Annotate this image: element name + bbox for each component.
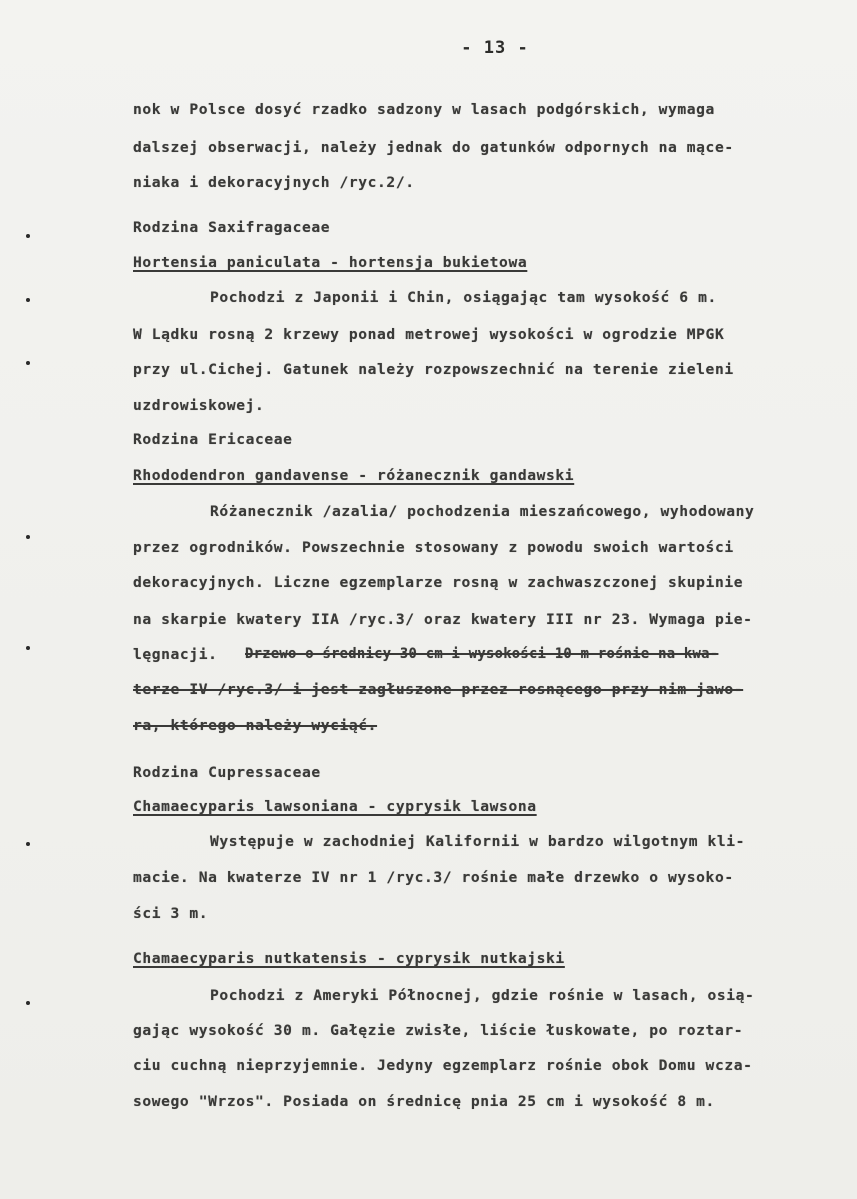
text-line: nok w Polsce dosyć rzadko sadzony w lasach podgórskich, wymaga (133, 101, 715, 118)
family-heading: Rodzina Cupressaceae (133, 764, 321, 781)
text-line: Pochodzi z Ameryki Północnej, gdzie rośnie w lasach, osią- (210, 987, 755, 1004)
family-heading: Rodzina Ericaceae (133, 431, 293, 448)
text-line: sowego "Wrzos". Posiada on średnicę pnia 25 cm i wysokość 8 m. (133, 1093, 715, 1110)
margin-mark (26, 298, 30, 302)
margin-mark (26, 1001, 30, 1005)
margin-mark (26, 535, 30, 539)
species-heading: Chamaecyparis lawsoniana - cyprysik lawsona (133, 798, 537, 815)
struck-text-line: Drzewo o średnicy 30 cm i wysokości 10 m rośnie na kwa- (245, 646, 719, 662)
margin-mark (26, 361, 30, 365)
text-line: przy ul.Cichej. Gatunek należy rozpowszechnić na terenie zieleni (133, 361, 734, 378)
text-line: ciu cuchną nieprzyjemnie. Jedyny egzemplarz rośnie obok Domu wcza- (133, 1057, 753, 1074)
text-line: dalszej obserwacji, należy jednak do gatunków odpornych na mące- (133, 139, 734, 156)
text-line: W Lądku rosną 2 krzewy ponad metrowej wysokości w ogrodzie MPGK (133, 326, 725, 343)
species-heading: Hortensia paniculata - hortensja bukietowa (133, 254, 528, 271)
species-heading: Rhododendron gandavense - różanecznik gandawski (133, 467, 575, 484)
margin-mark (26, 234, 30, 238)
struck-text-line: ra, którego należy wyciąć. (133, 717, 378, 734)
species-heading: Chamaecyparis nutkatensis - cyprysik nutkajski (133, 950, 565, 967)
margin-mark (26, 842, 30, 846)
page-number: - 13 - (461, 38, 529, 58)
text-line: Różanecznik /azalia/ pochodzenia mieszańcowego, wyhodowany (210, 503, 755, 520)
text-line: ści 3 m. (133, 905, 209, 922)
text-line: gając wysokość 30 m. Gałęzie zwisłe, liście łuskowate, po roztar- (133, 1022, 744, 1039)
struck-text-line: terze IV /ryc.3/ i jest zagłuszone przez rosnącego przy nim jawo- (133, 681, 744, 698)
text-line: niaka i dekoracyjnych /ryc.2/. (133, 174, 415, 191)
text-line: Pochodzi z Japonii i Chin, osiągając tam wysokość 6 m. (210, 289, 717, 306)
text-line: lęgnacji. (133, 646, 218, 663)
text-line: przez ogrodników. Powszechnie stosowany z powodu swoich wartości (133, 539, 734, 556)
text-line: dekoracyjnych. Liczne egzemplarze rosną w zachwaszczonej skupinie (133, 574, 744, 591)
text-line: macie. Na kwaterze IV nr 1 /ryc.3/ rośnie małe drzewko o wysoko- (133, 869, 734, 886)
margin-mark (26, 646, 30, 650)
text-line: uzdrowiskowej. (133, 397, 265, 414)
text-line: na skarpie kwatery IIA /ryc.3/ oraz kwatery III nr 23. Wymaga pie- (133, 611, 753, 628)
text-line: Występuje w zachodniej Kalifornii w bardzo wilgotnym kli- (210, 833, 746, 850)
family-heading: Rodzina Saxifragaceae (133, 219, 331, 236)
